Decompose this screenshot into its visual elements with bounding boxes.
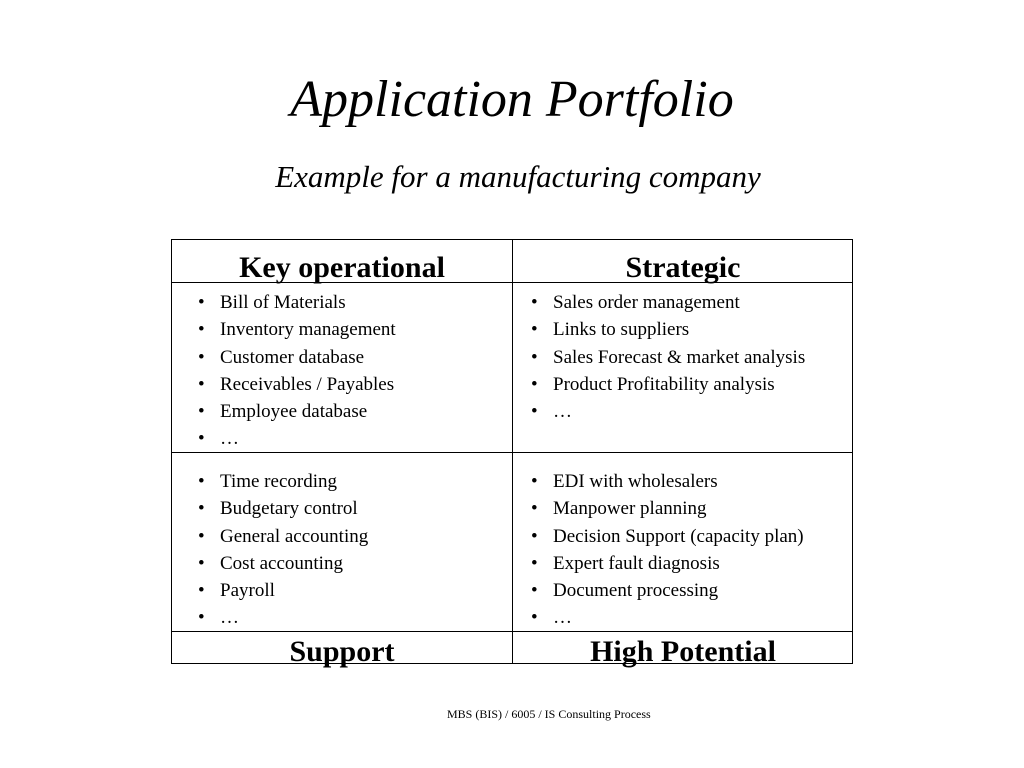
list-item (531, 523, 804, 550)
bullet-icon: • (198, 319, 205, 341)
list-item-text: Sales Forecast & market analysis (553, 346, 806, 368)
list-item (198, 425, 396, 452)
list-item (198, 550, 368, 577)
application-portfolio-grid (171, 239, 853, 668)
bullet-icon: • (531, 373, 538, 395)
bullet-icon: • (531, 292, 538, 313)
list-item (198, 495, 368, 522)
list-item (531, 289, 805, 316)
list-item-text: Manpower planning (553, 498, 707, 520)
bullet-icon: • (198, 471, 205, 492)
bullet-icon: • (198, 373, 205, 395)
list-item-text: Customer database (220, 346, 365, 368)
list-item (531, 495, 804, 522)
list-item (531, 316, 805, 343)
list-item-text: Expert fault diagnosis (553, 552, 720, 574)
list-item (198, 371, 396, 398)
list-item-text: Decision Support (capacity plan) (553, 525, 804, 547)
list-item-text: Cost accounting (220, 552, 343, 574)
bullet-icon: • (198, 401, 205, 423)
list-item (198, 468, 368, 495)
bullet-icon: • (531, 607, 538, 629)
bullet-icon: • (531, 401, 538, 423)
list-item (198, 344, 396, 371)
bullet-icon: • (198, 428, 205, 450)
bullet-icon: • (531, 525, 538, 547)
list-item (531, 398, 805, 425)
list-item (198, 289, 396, 316)
bullet-icon: • (198, 346, 205, 368)
bullet-icon: • (198, 552, 205, 574)
support-list (198, 468, 368, 632)
bullet-icon: • (531, 580, 538, 602)
bullet-icon: • (531, 346, 538, 368)
slide-subtitle: Example for a manufacturing company (275, 159, 761, 194)
list-item-text: Product Profitability analysis (553, 373, 775, 395)
list-item (198, 577, 368, 604)
key-operational-list (198, 289, 396, 453)
list-item-text: … (553, 607, 572, 629)
list-item (531, 577, 804, 604)
list-item-text: EDI with wholesalers (553, 471, 718, 492)
high-potential-list (531, 468, 804, 632)
bullet-icon: • (531, 552, 538, 574)
list-item-text: General accounting (220, 525, 369, 547)
support-heading: Support (289, 635, 395, 668)
list-item (198, 398, 396, 425)
list-item-text: Sales order management (553, 292, 740, 313)
list-item-text: Inventory management (220, 319, 396, 341)
list-item-text: Payroll (220, 580, 275, 602)
bullet-icon: • (198, 525, 205, 547)
list-item-text: Document processing (553, 580, 719, 602)
bullet-icon: • (198, 498, 205, 520)
list-item (198, 523, 368, 550)
bullet-icon: • (531, 471, 538, 492)
strategic-heading: Strategic (625, 251, 741, 284)
list-item-text: Links to suppliers (553, 319, 690, 341)
list-item-text: … (220, 607, 239, 629)
list-item-text: … (553, 401, 572, 423)
list-item (531, 371, 805, 398)
list-item (531, 344, 805, 371)
slide-footer: MBS (BIS) / 6005 / IS Consulting Process (447, 707, 651, 721)
key-operational-heading: Key operational (239, 251, 445, 284)
strategic-list (531, 289, 805, 425)
list-item (531, 604, 804, 631)
bullet-icon: • (531, 319, 538, 341)
bullet-icon: • (531, 498, 538, 520)
bullet-icon: • (198, 580, 205, 602)
list-item-text: Time recording (220, 471, 337, 492)
high-potential-heading: High Potential (590, 635, 776, 668)
slide-title: Application Portfolio (290, 71, 734, 128)
list-item (198, 316, 396, 343)
list-item-text: … (220, 428, 239, 450)
list-item (198, 604, 368, 631)
bullet-icon: • (198, 292, 205, 313)
list-item-text: Bill of Materials (220, 292, 346, 313)
list-item-text: Receivables / Payables (220, 373, 395, 395)
list-item-text: Budgetary control (220, 498, 358, 520)
bullet-icon: • (198, 607, 205, 629)
list-item (531, 468, 804, 495)
list-item (531, 550, 804, 577)
list-item-text: Employee database (220, 401, 368, 423)
